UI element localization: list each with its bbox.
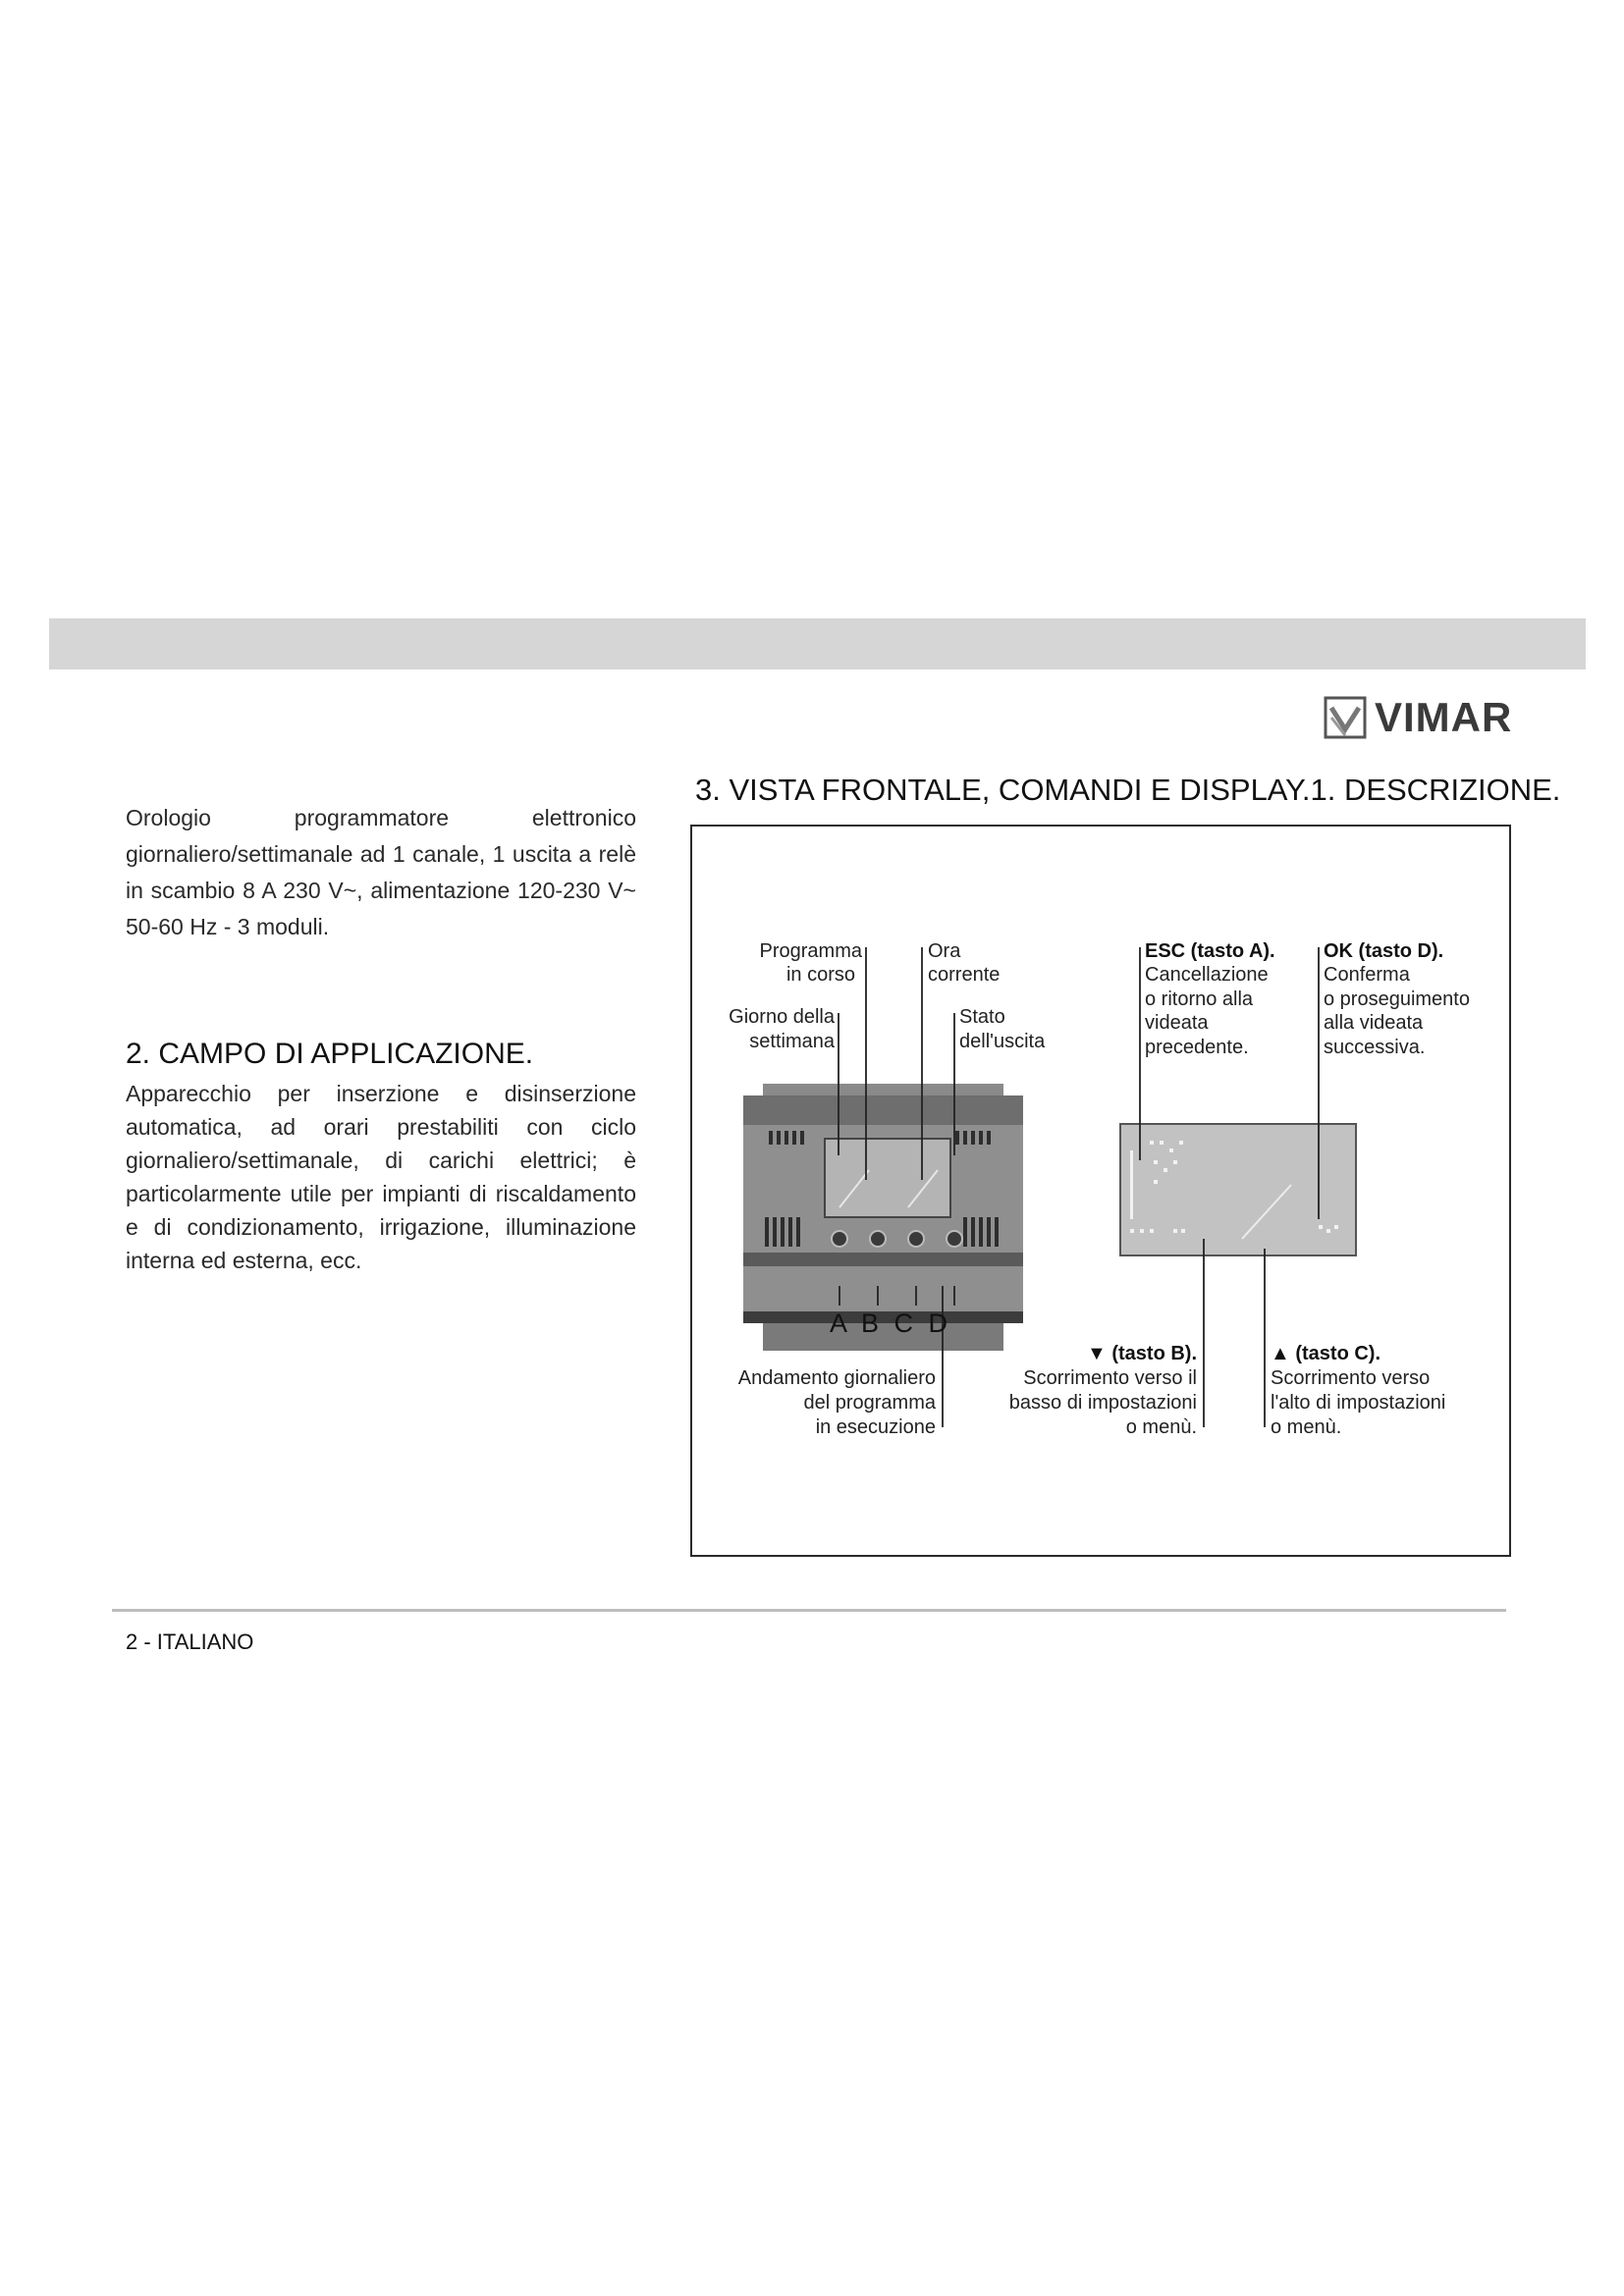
svg-text:videata — [1145, 1012, 1209, 1034]
page-footer: 2 - ITALIANO — [126, 1629, 254, 1654]
svg-text:o ritorno alla — [1145, 988, 1254, 1010]
svg-text:Programma — [760, 940, 863, 962]
svg-text:in esecuzione — [816, 1416, 936, 1438]
label-esc-title: ESC (tasto A). — [1145, 940, 1275, 962]
svg-text:Scorrimento verso il — [1023, 1367, 1197, 1389]
svg-text:del programma — [803, 1392, 936, 1414]
label-ok-3: o proseguimento — [1324, 988, 1470, 1010]
label-andamento-3: in esecuzione — [815, 1416, 936, 1438]
vimar-logo-text: VIMAR — [1375, 694, 1513, 740]
vimar-logo — [1324, 695, 1512, 740]
svg-text:successiva. — [1324, 1037, 1425, 1058]
label-down-4: o menù. — [1125, 1416, 1197, 1438]
label-stato-1: Stato — [959, 1006, 1005, 1028]
section-2-title: 2. CAMPO DI APPLICAZIONE. — [126, 1038, 534, 1070]
label-ok-5: successiva. — [1324, 1037, 1426, 1058]
svg-text:▼ (tasto B). — [1087, 1343, 1197, 1364]
svg-text:A B C D — [830, 1308, 951, 1338]
label-giorno-2: settimana — [749, 1031, 835, 1052]
svg-text:dell'uscita — [959, 1031, 1046, 1052]
label-down-3: basso di impostazioni — [1008, 1392, 1197, 1414]
label-esc-5: precedente. — [1145, 1037, 1249, 1058]
label-andamento-1: Andamento giornaliero — [737, 1367, 936, 1389]
svg-text:precedente. — [1145, 1037, 1249, 1058]
label-up-3: l'alto di impostazioni — [1271, 1392, 1446, 1414]
svg-text:in corso — [786, 964, 855, 986]
label-ok-title: OK (tasto D). — [1324, 940, 1444, 962]
display-closeup-illustration — [1120, 1124, 1356, 1255]
label-andamento-2: del programma — [803, 1392, 936, 1414]
label-down-2: Scorrimento verso il — [1023, 1367, 1197, 1389]
intro-paragraph: Orologio programmatore elettronico giornaliero/settimanale ad 1 canale, 1 uscita a relè in scambio 8 A 230 V~, alimentazione 120-230 V~ 50-60 Hz - 3 moduli. — [126, 805, 636, 939]
svg-text:Scorrimento verso — [1271, 1367, 1430, 1389]
svg-text:ESC (tasto A). — [1145, 940, 1275, 962]
front-view-diagram — [692, 827, 1513, 1559]
label-up-4: o menù. — [1271, 1416, 1342, 1438]
label-ok-2: Conferma — [1324, 964, 1410, 986]
footer-rule — [112, 1609, 1506, 1612]
svg-text:l'alto di impostazioni — [1271, 1392, 1445, 1414]
svg-text:Andamento giornaliero — [738, 1367, 936, 1389]
label-ora-1: Ora — [928, 940, 961, 962]
label-down-title: ▼ (tasto B). — [1086, 1343, 1197, 1364]
vimar-logo-icon — [1324, 696, 1367, 739]
label-up-title: ▲ (tasto C). — [1271, 1343, 1381, 1364]
header-band — [49, 618, 1586, 669]
svg-text:corrente — [928, 964, 1000, 986]
svg-text:o proseguimento — [1324, 988, 1470, 1010]
front-view-figure — [690, 825, 1511, 1557]
section-2-body: Apparecchio per inserzione e disinserzione automatica, ad orari prestabiliti con ciclo giornaliero/settimanale, di carichi elettrici; è particolarmente utile per impianti di riscaldamento e di condizionamento, irrigazione, illuminazione interna ed esterna, ecc. — [126, 1081, 636, 1273]
section-3-title: 3. VISTA FRONTALE, COMANDI E DISPLAY.1. DESCRIZIONE. — [695, 773, 1561, 807]
label-stato-2: dell'uscita — [959, 1031, 1046, 1052]
svg-text:basso di impostazioni — [1009, 1392, 1197, 1414]
svg-text:Conferma — [1324, 964, 1411, 986]
label-ok-4: alla videata — [1324, 1012, 1424, 1034]
svg-text:Giorno della — [729, 1006, 836, 1028]
label-programma-1: Programma — [759, 940, 862, 962]
label-esc-4: videata — [1145, 1012, 1209, 1034]
label-up-2: Scorrimento verso — [1271, 1367, 1431, 1389]
svg-text:OK (tasto D). — [1324, 940, 1443, 962]
label-giorno-1: Giorno della — [729, 1006, 835, 1028]
label-keys-abcd: A B C D — [830, 1308, 952, 1338]
svg-text:Stato — [959, 1006, 1005, 1028]
label-ora-2: corrente — [928, 964, 1001, 986]
label-programma-2: in corso — [785, 964, 855, 986]
label-esc-2: Cancellazione — [1145, 964, 1269, 986]
svg-text:Cancellazione — [1145, 964, 1269, 986]
svg-text:o menù. — [1271, 1416, 1341, 1438]
svg-text:▲ (tasto C). — [1271, 1343, 1380, 1364]
svg-text:alla videata — [1324, 1012, 1424, 1034]
svg-text:settimana — [749, 1031, 836, 1052]
label-esc-3: o ritorno alla — [1145, 988, 1254, 1010]
svg-text:Ora — [928, 940, 961, 962]
svg-text:o menù. — [1126, 1416, 1197, 1438]
